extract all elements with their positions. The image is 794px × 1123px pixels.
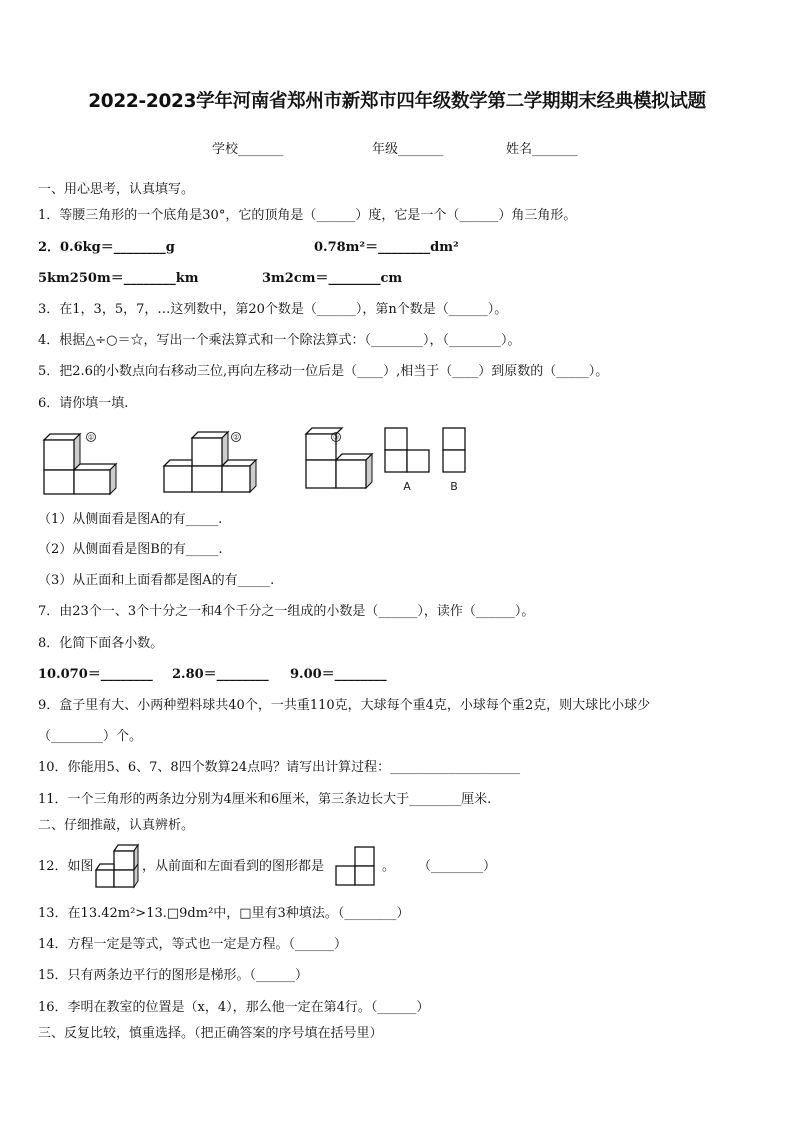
question-5: 5．把2.6的小数点向右移动三位,再向左移动一位后是（____）,相当于（____）到原数的（_____）。 [38,364,609,379]
school-field: 学校_______ [212,142,284,157]
question-2c: 5km250m＝________km [38,271,199,286]
view-b-label: B [450,480,458,493]
question-8b: 2.80＝________ [172,667,269,682]
question-6: 6．请你填一填. [38,396,129,411]
question-15: 15．只有两条边平行的图形是梯形。（______） [38,968,309,983]
question-7: 7．由23个一、3个十分之一和4个千分之一组成的小数是（______），读作（______）。 [38,604,535,619]
name-field: 姓名_______ [506,142,578,157]
question-11: 11．一个三角形的两条边分别为4厘米和6厘米，第三条边长大于________厘米. [38,792,492,807]
question-12-middle: ，从前面和左面看到的图形都是 [142,859,325,874]
view-b [443,428,465,493]
question-10: 10．你能用5、6、7、8四个数算24点吗？请写出计算过程：____________________ [38,760,521,775]
cube-stack-1 [44,433,116,495]
question-3: 3．在1，3，5，7，…这列数中，第20个数是（______），第n个数是（______）。 [38,302,508,317]
question-12-period: 。 [382,859,396,874]
question-13: 13．在13.42m²>13.□9dm²中，□里有3种填法。（________） [38,906,410,921]
section-1-heading: 一、用心思考，认真填写。 [38,182,195,197]
page-title: 2022-2023学年河南省郑州市新郑市四年级数学第二学期期末经典模拟试题 [88,91,706,112]
question-2d: 3m2cm＝________cm [262,271,403,286]
question-14: 14．方程一定是等式，等式也一定是方程。（______） [38,937,348,952]
section-3-heading: 三、反复比较，慎重选择。（把正确答案的序号填在括号里） [38,1026,383,1041]
question-4: 4．根据△÷○＝☆，写出一个乘法算式和一个除法算式：（________），（________）。 [38,333,521,348]
question-2b: 0.78m²＝________dm² [314,240,459,255]
grade-field: 年级_______ [372,142,444,157]
question-9-line-2: （________）个。 [38,729,143,744]
question-1: 1．等腰三角形的一个底角是30°，它的顶角是（______）度，它是一个（______）角三角形。 [38,208,577,223]
figure-marker-1: ① [87,433,95,442]
question-8c: 9.00＝________ [290,667,387,682]
view-a-label: A [403,480,411,493]
question-6-3: （3）从正面和上面看都是图A的有_____. [38,573,275,588]
cube-stack-2 [164,432,256,492]
question-12-view-figure [335,845,377,887]
figure-marker-2: ② [232,433,240,442]
section-2-heading: 二、仔细推敲，认真辨析。 [38,818,195,833]
figure-marker-3: ③ [332,433,340,442]
question-6-1: （1）从侧面看是图A的有_____. [38,512,223,527]
question-12-answer-blank: （________） [418,859,497,874]
question-8a: 10.070＝________ [38,667,153,682]
cube-views-figure [38,424,478,500]
question-16: 16．李明在教室的位置是（x，4），那么他一定在第4行。（______） [38,1000,430,1015]
question-12-solid-figure [94,843,140,889]
question-2a: 2．0.6kg＝________g [38,240,175,255]
question-9-line-1: 9．盒子里有大、小两种塑料球共40个，一共重110克，大球每个重4克，小球每个重2克，则大球比小球少 [38,698,651,713]
question-12-prefix: 12．如图 [38,859,94,874]
question-8: 8．化简下面各小数。 [38,636,164,651]
view-a [385,428,429,493]
cube-stack-3 [306,428,372,488]
question-6-2: （2）从侧面看是图B的有_____. [38,542,223,557]
